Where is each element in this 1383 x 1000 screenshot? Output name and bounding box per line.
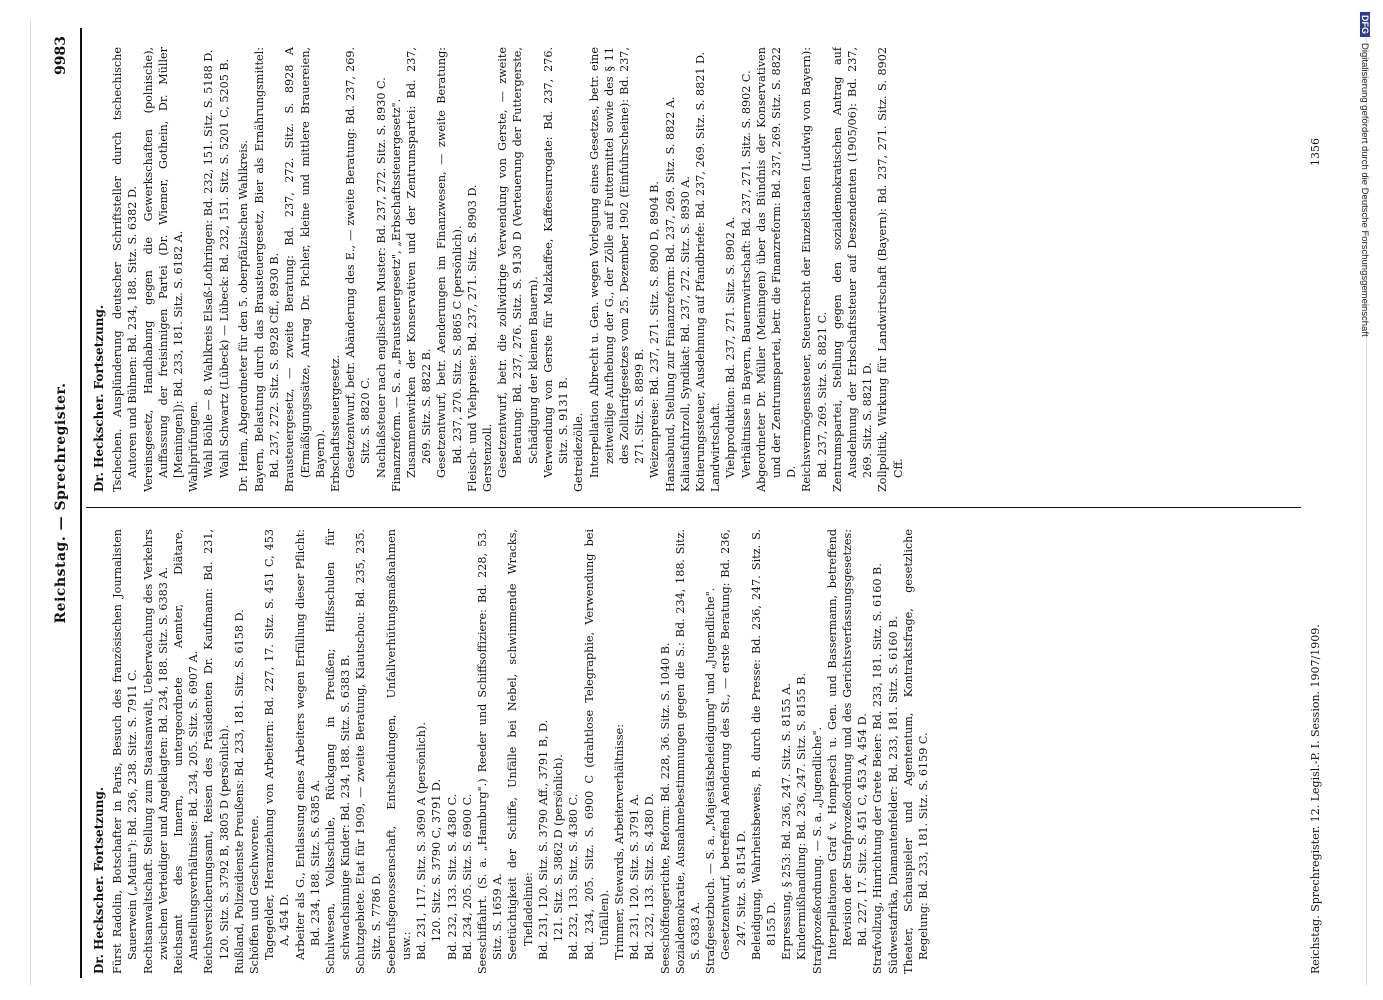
- left-column: [90, 529, 1295, 974]
- register-entry: Dr. Heim, Abgeordneter für den 5. oberpfälzischen Wahlkreis.: [236, 139, 250, 492]
- register-entry: Seeschiffahrt. (S. a. „Hamburg".) Reeder und Schiffsoffiziere: Bd. 228, 53. Sitz. S. 1659 A.: [476, 529, 505, 974]
- register-entry: Fleisch- und Viehpreise: Bd. 237, 271. Sitz. S. 8903 D.: [465, 184, 479, 492]
- register-entry: Rußland, Polizeidienste Preußens: Bd. 233, 181. Sitz. S. 6158 D.: [232, 609, 246, 974]
- register-entry: Kotierungssteuer, Ausdehnung auf Pfandbriefe: Bd. 237, 269. Sitz. S. 8821 D.: [693, 51, 707, 492]
- register-entry: Reichsvermögenssteuer, Steuerrecht der Einzelstaaten (Ludwig von Bayern): Bd. 237, 269. Sitz. S. 8821 C.: [800, 47, 829, 492]
- register-entry: Verwendung von Gerste für Malzkaffee, Kaffeesurrogate: Bd. 237, 276. Sitz. S. 9131 B.: [541, 47, 571, 478]
- page-header: [42, 28, 82, 978]
- register-entry: Landwirtschaft.: [709, 402, 723, 492]
- register-entry: Trimmer, Stewards, Arbeiterverhältnisse:: [612, 724, 626, 960]
- register-entry: Bd. 234, 205. Sitz. S. 6900 C (drahtlose Telegraphie, Verwendung bei Unfällen).: [582, 529, 611, 960]
- register-entry: Zollpolitik, Wirkung für Landwirtschaft (Bayern): Bd. 237, 271. Sitz. S. 8902 Cff.: [876, 47, 905, 492]
- register-entry: Fürst Radolin, Botschafter in Paris, Besuch des französischen Journalisten Sauerwein („Matin"): Bd. 236, 238. Sitz. S. 7911 C.: [111, 529, 140, 974]
- register-entry: Zentrumspartei, Stellung gegen den sozialdemokratischen Antrag auf Ausdehnung der Erbschaftssteuer auf Deszendenten (1905/06): Bd. 237, 269. Sitz. S. 8821 D.: [830, 47, 875, 492]
- register-entry: Bayern, Belastung durch das Brausteuergesetz, Bier als Ernährungsmittel: Bd. 237, 272. Sitz. S. 8928 Cff., 8930 B.: [253, 47, 282, 492]
- register-entry: Bd. 231, 120. Sitz. S. 3791 A.: [628, 793, 642, 960]
- register-entry: Kindermißhandlung: Bd. 236, 247. Sitz. S. 8155 B.: [795, 672, 809, 960]
- register-entry: Wahl Böhle — 8. Wahlkreis Elsaß-Lothringen: Bd. 232, 151. Sitz. S. 5188 D.: [202, 49, 216, 478]
- register-entry: Interpellation Albrecht u. Gen. wegen Vorlegung eines Gesetzes, betr. eine zeitweilige Aufhebung der G., der Zölle auf Futtermittel sowie des § 11 des Zolltarifgesetzes vom 25. Dezember 1902 (Einfuhrscheine): Bd. 237, 271. Sitz. S. 8899 B.: [587, 47, 647, 478]
- register-entry: Bd. 232, 133. Sitz. S. 4380 C.: [445, 793, 459, 960]
- register-entry: Bd. 231, 120. Sitz. S. 3790 Aff., 3791 B, D.: [536, 719, 550, 960]
- register-entry: Viehproduktion: Bd. 237, 271. Sitz. S. 8902 A.: [724, 216, 738, 478]
- register-entry: 121. Sitz. S. 3862 D (persönlich).: [552, 754, 566, 942]
- register-entry: Bd. 232, 133. Sitz. S. 4380 D.: [643, 793, 657, 960]
- register-entry: Wahl Schwartz (Lübeck) — Lübeck: Bd. 232, 151. Sitz. S. 5201 C, 5205 B.: [217, 58, 231, 478]
- register-entry: Getreidezölle.: [572, 412, 586, 492]
- register-entry: Tagegelder, Heranziehung von Arbeitern: Bd. 227, 17. Sitz. S. 451 C, 453 A, 454 D.: [263, 529, 292, 960]
- register-entry: Schutzgebiete. Etat für 1909, — zweite Beratung, Kiautschou: Bd. 235, 235. Sitz. S. 7786 D.: [354, 529, 383, 974]
- register-entry: Reichsversicherungsamt, Reisen des Präsidenten Dr. Kaufmann: Bd. 231, 120. Sitz. S. 3792 B, 3805 D (persönlich).: [202, 529, 231, 974]
- register-entry: Rechtsanwaltschaft. Stellung zum Staatsanwalt, Ueberwachung des Verkehrs zwischen Verteidiger und Angeklagten: Bd. 234, 188. Sitz. S. 6383 A.: [141, 529, 170, 974]
- register-entry: Vereinsgesetz, Handhabung gegen die Gewerkschaften (polnische), Auffassung der freisinnigen Partei (Dr. Wiemer, Gothein, Dr. Müller [Meiningen]): Bd. 233, 181. Sitz. S. 6182 A.: [141, 47, 186, 492]
- register-entry: Strafgesetzbuch. — S. a. „Majestätsbeleidigung" und „Jugendliche".: [704, 587, 718, 974]
- register-entry: Seeberufsgenossenschaft, Entscheidungen, Unfallverhütungsmaßnahmen usw.:: [384, 529, 414, 974]
- register-entry: Finanzreform. — S. a. „Brausteuergesetz", „Erbschaftssteuergesetz".: [389, 98, 403, 492]
- register-entry: Interpellationen Graf v. Hompesch u. Gen. und Bassermann, betreffend Revision der Strafprozeßordnung und des Gerichtsverfassungsgesetzes: Bd. 227, 17. Sitz. S. 451 C, 453 A, 454 D.: [825, 529, 870, 960]
- running-title: Reichstag. — Sprechregister.: [53, 382, 69, 624]
- register-entry: Weizenpreise: Bd. 237, 271. Sitz. S. 8900 D, 8904 B.: [648, 181, 662, 478]
- register-entry: Seetüchtigkeit der Schiffe, Unfälle bei Nebel, schwimmende Wracks, Tiefladelinie:: [506, 529, 535, 960]
- register-entry: Hansabund, Stellung zur Finanzreform: Bd. 237, 269. Sitz. S. 8822 A.: [663, 96, 677, 492]
- register-entry: Strafvollzug, Hinrichtung der Grete Beier: Bd. 233, 181. Sitz. S. 6160 B.: [871, 563, 885, 974]
- register-entry: Wahlprüfungen.: [187, 401, 201, 492]
- register-entry: Gesetzentwurf, betreffend Aenderung des St., — erste Beratung: Bd. 236, 247. Sitz. S. 8154 D.: [719, 529, 748, 960]
- column-divider: [86, 507, 1301, 508]
- register-entry: Gesetzentwurf, betr. die zollwidrige Verwendung von Gerste, — zweite Beratung: Bd. 237, 276. Sitz. S. 9130 D (Verteuerung der Futtergerste, Schädigung der kleinen Bauern).: [496, 47, 540, 478]
- register-entry: Schulwesen, Volksschule, Rückgang in Preußen; Hilfsschulen für schwachsinnige Kinder: Bd. 234, 188. Sitz. S. 6383 B.: [324, 529, 353, 974]
- register-entry: Bd. 231, 117. Sitz. S. 3690 A (persönlich).: [415, 722, 429, 960]
- dfg-logo-badge: DFG: [1360, 12, 1370, 37]
- register-entry: Tschechen. Ausplünderung deutscher Schriftsteller durch tschechische Autoren und Bühnen: Bd. 234, 188. Sitz. S. 6382 D.: [111, 47, 140, 492]
- header-rule: [80, 28, 82, 978]
- register-entry: Nachlaßsteuer nach englischem Muster: Bd. 237, 272. Sitz. S. 8930 C.: [374, 77, 388, 478]
- footer-sheet-number: 1356: [1309, 138, 1322, 166]
- register-entry: Verhältnisse in Bayern, Bauernwirtschaft: Bd. 237, 271. Sitz. S. 8902 C.: [739, 70, 753, 478]
- register-entry: Arbeiter als G., Entlassung eines Arbeiters wegen Erfüllung dieser Pflicht: Bd. 234, 188. Sitz. S. 6385 A.: [293, 529, 322, 960]
- register-entry: Beleidigung, Wahrheitsbeweis, B. durch die Presse: Bd. 236, 247. Sitz. S. 8155 D.: [749, 529, 778, 960]
- register-entry: Brausteuergesetz, — zweite Beratung: Bd. 237, 272. Sitz. S. 8928 A (Ermäßigungssätze, Antrag Dr. Pichler, kleine und mittlere Brauereien, Bayern).: [283, 47, 327, 492]
- register-entry: Erbschaftssteuergesetz.: [329, 354, 343, 492]
- register-entry: Gesetzentwurf, betr. Abänderung des E., — zweite Beratung: Bd. 237, 269. Sitz. S. 8820 C.: [344, 47, 373, 478]
- register-entry: Strafprozeßordnung. — S. a. „Jugendliche".: [810, 726, 824, 974]
- register-entry: Kaliausfuhrzoll, Syndikat: Bd. 237, 272. Sitz. S. 8930 A.: [678, 175, 692, 492]
- register-entry: Erpressung, § 253: Bd. 236, 247. Sitz. S. 8155 A.: [780, 683, 794, 960]
- rotated-document-page: [42, 28, 1342, 978]
- register-entry: Bd. 234, 205. Sitz. S. 6900 C.: [460, 793, 474, 960]
- register-entry: Gerstenzoll.: [481, 423, 495, 492]
- right-column: [90, 47, 1295, 492]
- right-column-heading: Dr. Heckscher. Fortsetzung.: [92, 304, 106, 492]
- left-column-heading: Dr. Heckscher. Fortsetzung.: [92, 786, 106, 974]
- register-entry: Theater, Schauspieler und Agententum, Kontraktsfrage, gesetzliche Regelung: Bd. 233, 181. Sitz. S. 6159 C.: [901, 529, 930, 974]
- register-entry: Schöffen und Geschworene.: [248, 815, 262, 974]
- footer-citation: Reichstag. Sprechregister. 12. Legisl.-P. I. Session. 1907/1909.: [1309, 624, 1322, 974]
- left-column-entries: [110, 529, 931, 974]
- digitization-credit: [1356, 12, 1370, 992]
- register-entry: Zusammenwirken der Konservativen und der Zentrumspartei: Bd. 237, 269. Sitz. S. 8822 B.: [405, 47, 434, 478]
- register-entry: Abgeordneter Dr. Müller (Meiningen) über das Bündnis der Konservativen und der Zentrumspartei, betr. die Finanzreform: Bd. 237, 269. Sitz. S. 8822 D.: [754, 47, 799, 492]
- digitization-credit-text: Digitalisierung gefördert durch die Deutsche Forschungsgemeinschaft: [1359, 43, 1370, 337]
- right-column-entries: [110, 47, 906, 492]
- page-number: 9983: [53, 36, 69, 75]
- page-footer: [1304, 28, 1328, 978]
- register-entry: Reichsamt des Innern, untergeordnete Aemter, Diätare, Anstellungsverhältnisse: Bd. 234, 205. Sitz. S. 6907 A.: [172, 529, 201, 974]
- register-entry: Südwestafrika, Diamantenfelder: Bd. 233, 181. Sitz. S. 6160 B.: [886, 616, 900, 974]
- register-entry: Sozialdemokratie, Ausnahmebestimmungen gegen die S.: Bd. 234, 188. Sitz. S. 6383 A.: [673, 529, 702, 974]
- register-entry: Seeschöffengerichte, Reform: Bd. 228, 36. Sitz. S. 1040 B.: [658, 642, 672, 974]
- register-entry: Gesetzentwurf, betr. Aenderungen im Finanzwesen, — zweite Beratung: Bd. 237, 270. Sitz. S. 8865 C (persönlich).: [435, 47, 464, 478]
- register-entry: Bd. 232, 133. Sitz. S. 4380 C.: [567, 793, 581, 960]
- register-entry: 120. Sitz. S. 3790 C, 3791 D.: [430, 778, 444, 942]
